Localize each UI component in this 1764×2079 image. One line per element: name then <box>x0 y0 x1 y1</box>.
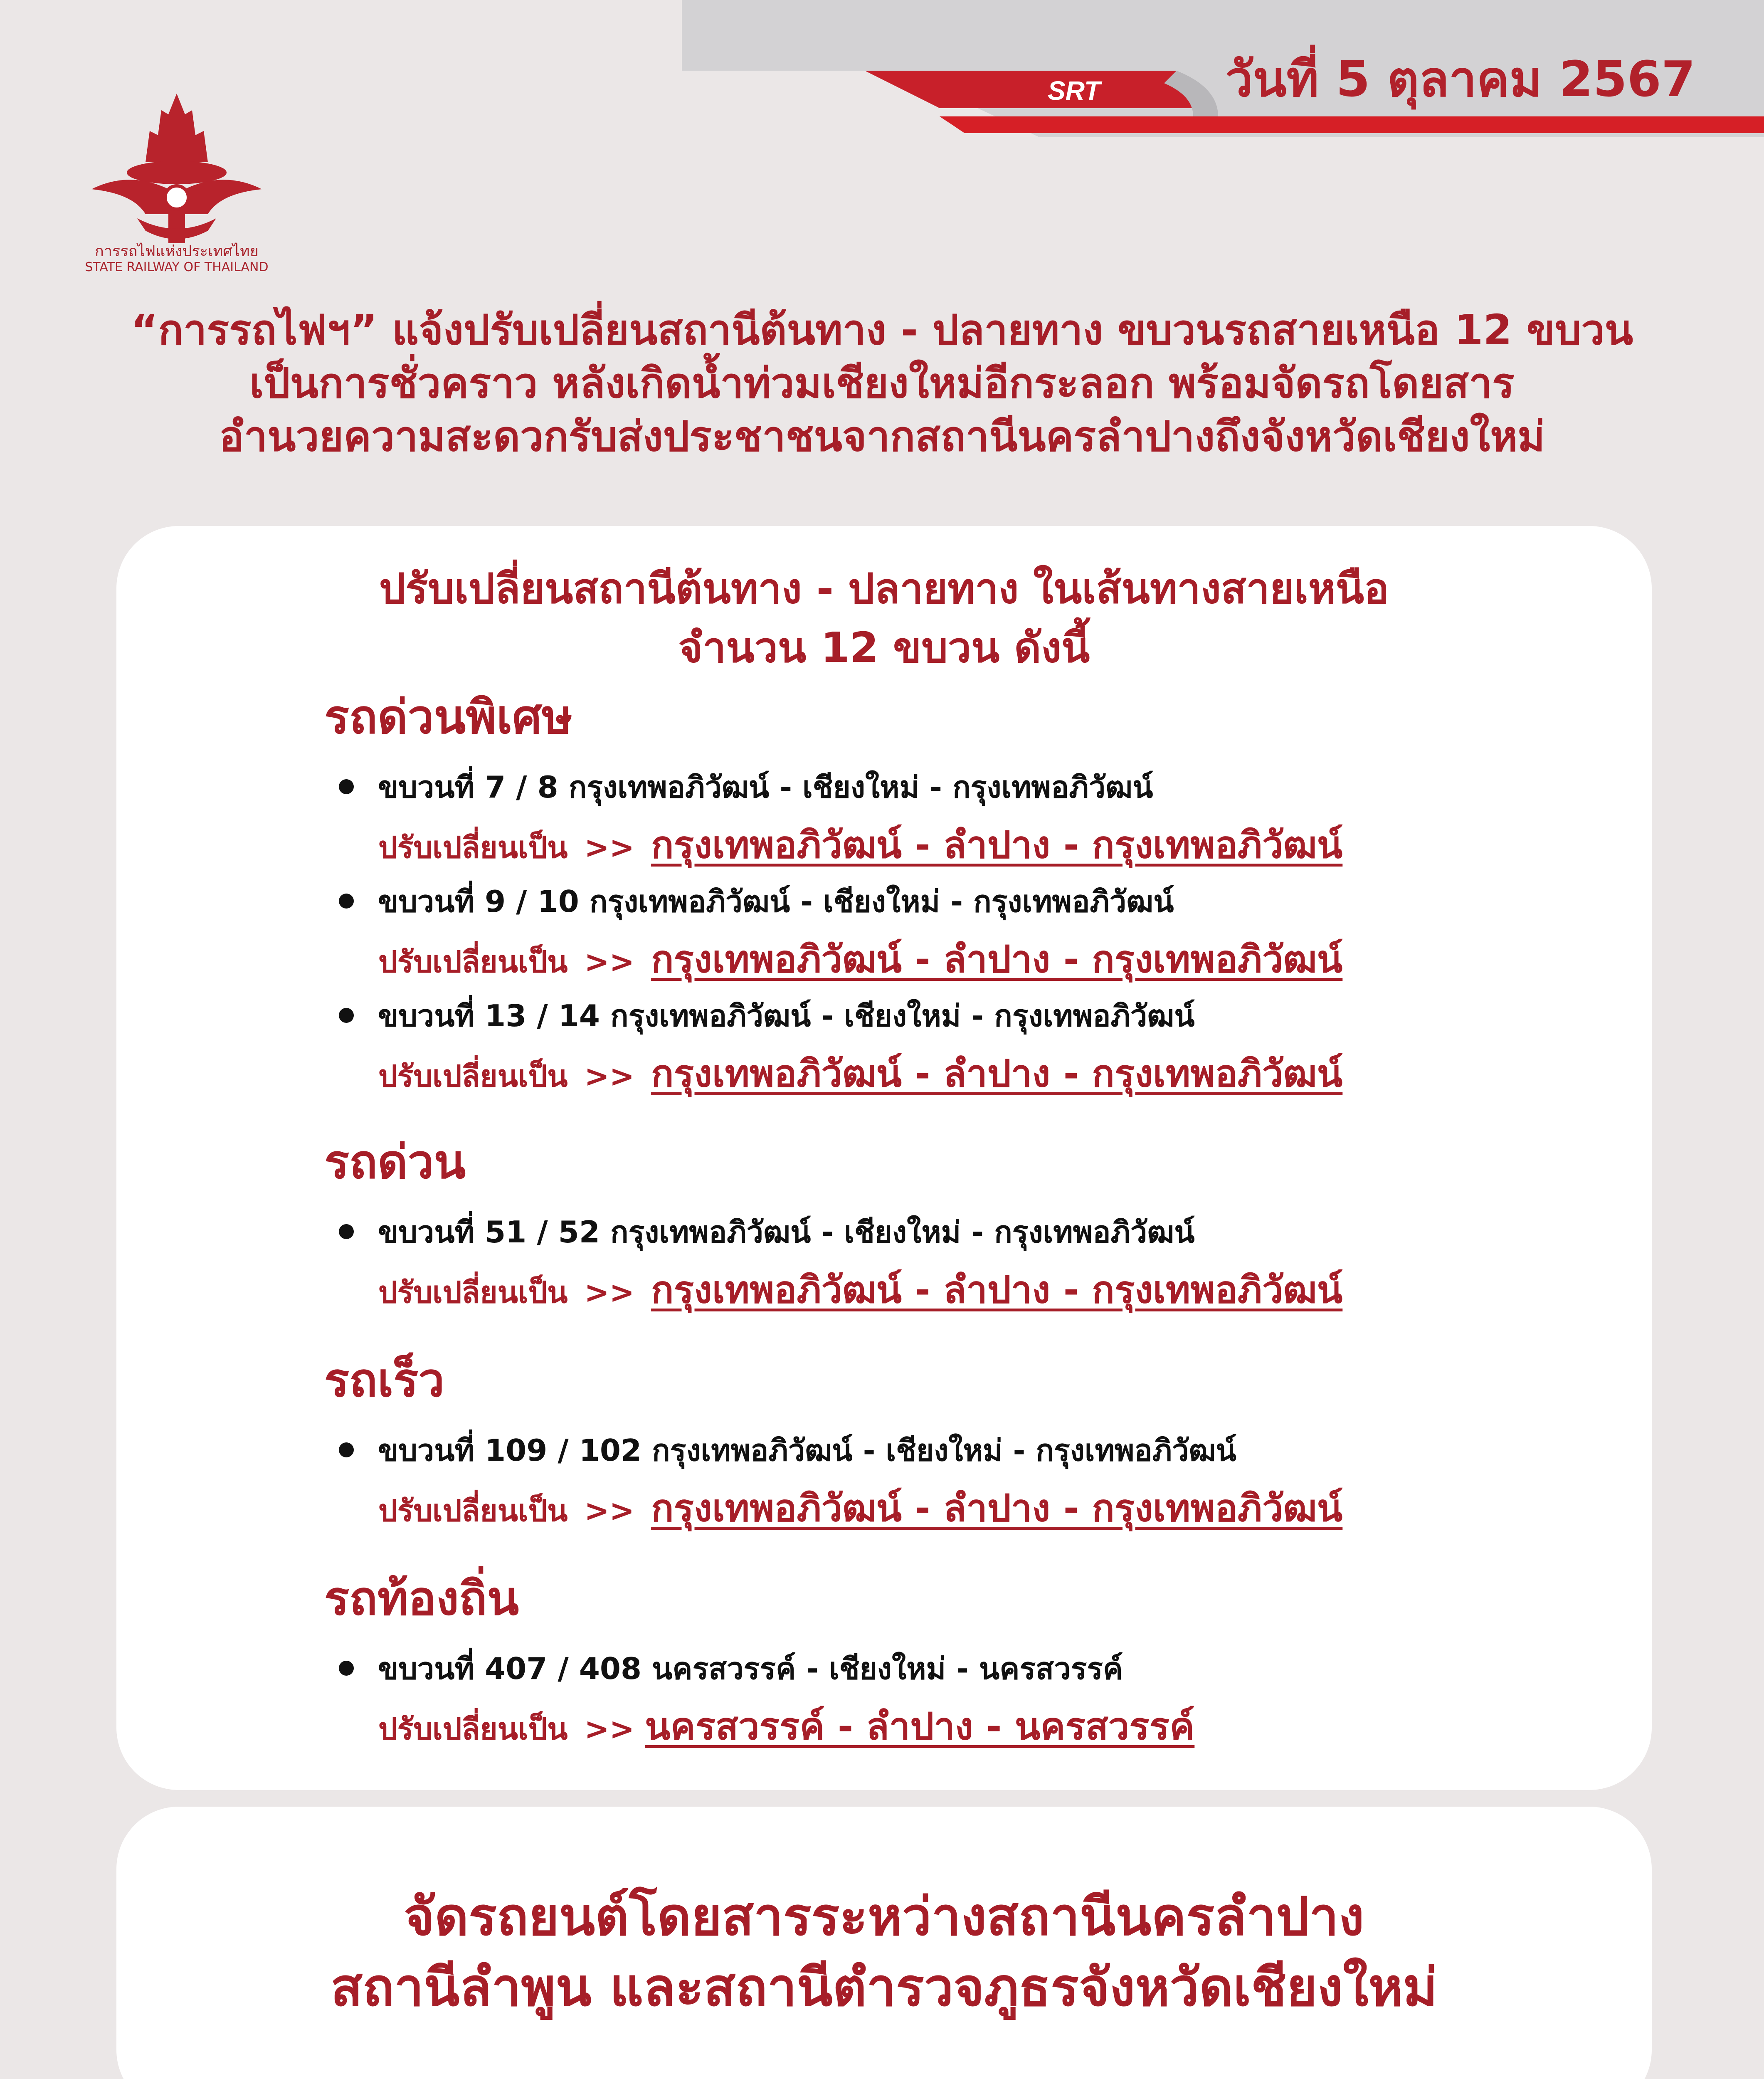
new-route: กรุงเทพอภิวัฒน์ - ลำปาง - กรุงเทพอภิวัฒน์ <box>651 938 1343 981</box>
category-express: รถด่วน <box>324 1135 466 1189</box>
headline-line-3: อำนวยความสะดวกรับส่งประชาชนจากสถานีนครลำปางถึงจังหวัดเชียงใหม่ <box>219 412 1545 461</box>
new-route: กรุงเทพอภิวัฒน์ - ลำปาง - กรุงเทพอภิวัฒน์ <box>651 1486 1343 1530</box>
train-route <box>339 992 1195 1040</box>
new-route: กรุงเทพอภิวัฒน์ - ลำปาง - กรุงเทพอภิวัฒน์ <box>651 823 1343 867</box>
route-change <box>378 815 1342 874</box>
category-local: รถท้องถิ่น <box>324 1572 519 1626</box>
change-label: ปรับเปลี่ยนเป็น <box>378 1275 568 1310</box>
train-route-text: ขบวนที่ 13 / 14 กรุงเทพอภิวัฒน์ - เชียงใหม่ - กรุงเทพอภิวัฒน์ <box>378 998 1195 1033</box>
train-route <box>339 1426 1236 1474</box>
bullet-icon <box>339 1661 354 1676</box>
train-route <box>339 763 1153 811</box>
change-label: ปรับเปลี่ยนเป็น <box>378 1059 568 1094</box>
change-label: ปรับเปลี่ยนเป็น <box>378 944 568 979</box>
logo-caption-en: STATE RAILWAY OF THAILAND <box>85 260 269 274</box>
train-route-text: ขบวนที่ 109 / 102 กรุงเทพอภิวัฒน์ - เชียงใหม่ - กรุงเทพอภิวัฒน์ <box>378 1433 1236 1468</box>
category-rapid: รถเร็ว <box>324 1353 445 1407</box>
train-route-text: ขบวนที่ 51 / 52 กรุงเทพอภิวัฒน์ - เชียงใหม่ - กรุงเทพอภิวัฒน์ <box>378 1215 1195 1249</box>
bus-service-card <box>116 1807 1652 2079</box>
bullet-icon <box>339 1008 354 1023</box>
route-change <box>378 1044 1342 1103</box>
change-label: ปรับเปลี่ยนเป็น <box>378 1711 568 1746</box>
train-route-text: ขบวนที่ 9 / 10 กรุงเทพอภิวัฒน์ - เชียงใหม่ - กรุงเทพอภิวัฒน์ <box>378 884 1174 919</box>
arrow-icon: >> <box>584 1059 635 1094</box>
category-special-express: รถด่วนพิเศษ <box>324 690 573 744</box>
route-changes-title-line-1: ปรับเปลี่ยนสถานีต้นทาง - ปลายทาง ในเส้นทางสายเหนือ <box>379 564 1389 613</box>
arrow-icon: >> <box>584 830 635 865</box>
headline <box>62 304 1702 463</box>
headline-line-1: “การรถไฟฯ” แจ้งปรับเปลี่ยนสถานีต้นทาง - ปลายทาง ขบวนรถสายเหนือ 12 ขบวน <box>131 306 1633 354</box>
bus-service-text <box>116 1881 1652 2023</box>
bus-service-line-1: จัดรถยนต์โดยสารระหว่างสถานีนครลำปาง <box>404 1886 1364 1947</box>
bullet-icon <box>339 894 354 909</box>
new-route: กรุงเทพอภิวัฒน์ - ลำปาง - กรุงเทพอภิวัฒน์ <box>651 1052 1343 1096</box>
train-route <box>339 1644 1123 1692</box>
headline-line-2: เป็นการชั่วคราว หลังเกิดน้ำท่วมเชียงใหม่อีกระลอก พร้อมจัดรถโดยสาร <box>249 359 1515 407</box>
bus-service-line-2: สถานีลำพูน และสถานีตำรวจภูธรจังหวัดเชียงใหม่ <box>331 1957 1438 2018</box>
route-changes-title <box>116 559 1652 677</box>
arrow-icon: >> <box>584 1711 635 1746</box>
train-route-text: ขบวนที่ 407 / 408 นครสวรรค์ - เชียงใหม่ - นครสวรรค์ <box>378 1651 1123 1686</box>
bullet-icon <box>339 1224 354 1239</box>
change-label: ปรับเปลี่ยนเป็น <box>378 1493 568 1528</box>
train-route <box>339 877 1174 925</box>
route-change <box>378 929 1342 989</box>
route-change <box>378 1478 1342 1538</box>
route-changes-title-line-2: จำนวน 12 ขบวน ดังนี้ <box>678 623 1090 672</box>
train-route-text: ขบวนที่ 7 / 8 กรุงเทพอภิวัฒน์ - เชียงใหม่ - กรุงเทพอภิวัฒน์ <box>378 770 1153 805</box>
srt-brand-tag: SRT <box>1048 76 1100 106</box>
route-change <box>378 1260 1342 1319</box>
change-label: ปรับเปลี่ยนเป็น <box>378 830 568 865</box>
arrow-icon: >> <box>584 944 635 979</box>
bullet-icon <box>339 779 354 794</box>
route-change <box>378 1696 1194 1756</box>
arrow-icon: >> <box>584 1493 635 1528</box>
bullet-icon <box>339 1442 354 1457</box>
new-route: กรุงเทพอภิวัฒน์ - ลำปาง - กรุงเทพอภิวัฒน์ <box>651 1268 1343 1312</box>
route-changes-card <box>116 526 1652 1790</box>
new-route: นครสวรรค์ - ลำปาง - นครสวรรค์ <box>645 1705 1195 1748</box>
announcement-date: วันที่ 5 ตุลาคม 2567 <box>1225 50 1695 108</box>
train-route <box>339 1208 1195 1256</box>
logo-caption-th: การรถไฟแห่งประเทศไทย <box>95 243 259 260</box>
arrow-icon: >> <box>584 1275 635 1310</box>
